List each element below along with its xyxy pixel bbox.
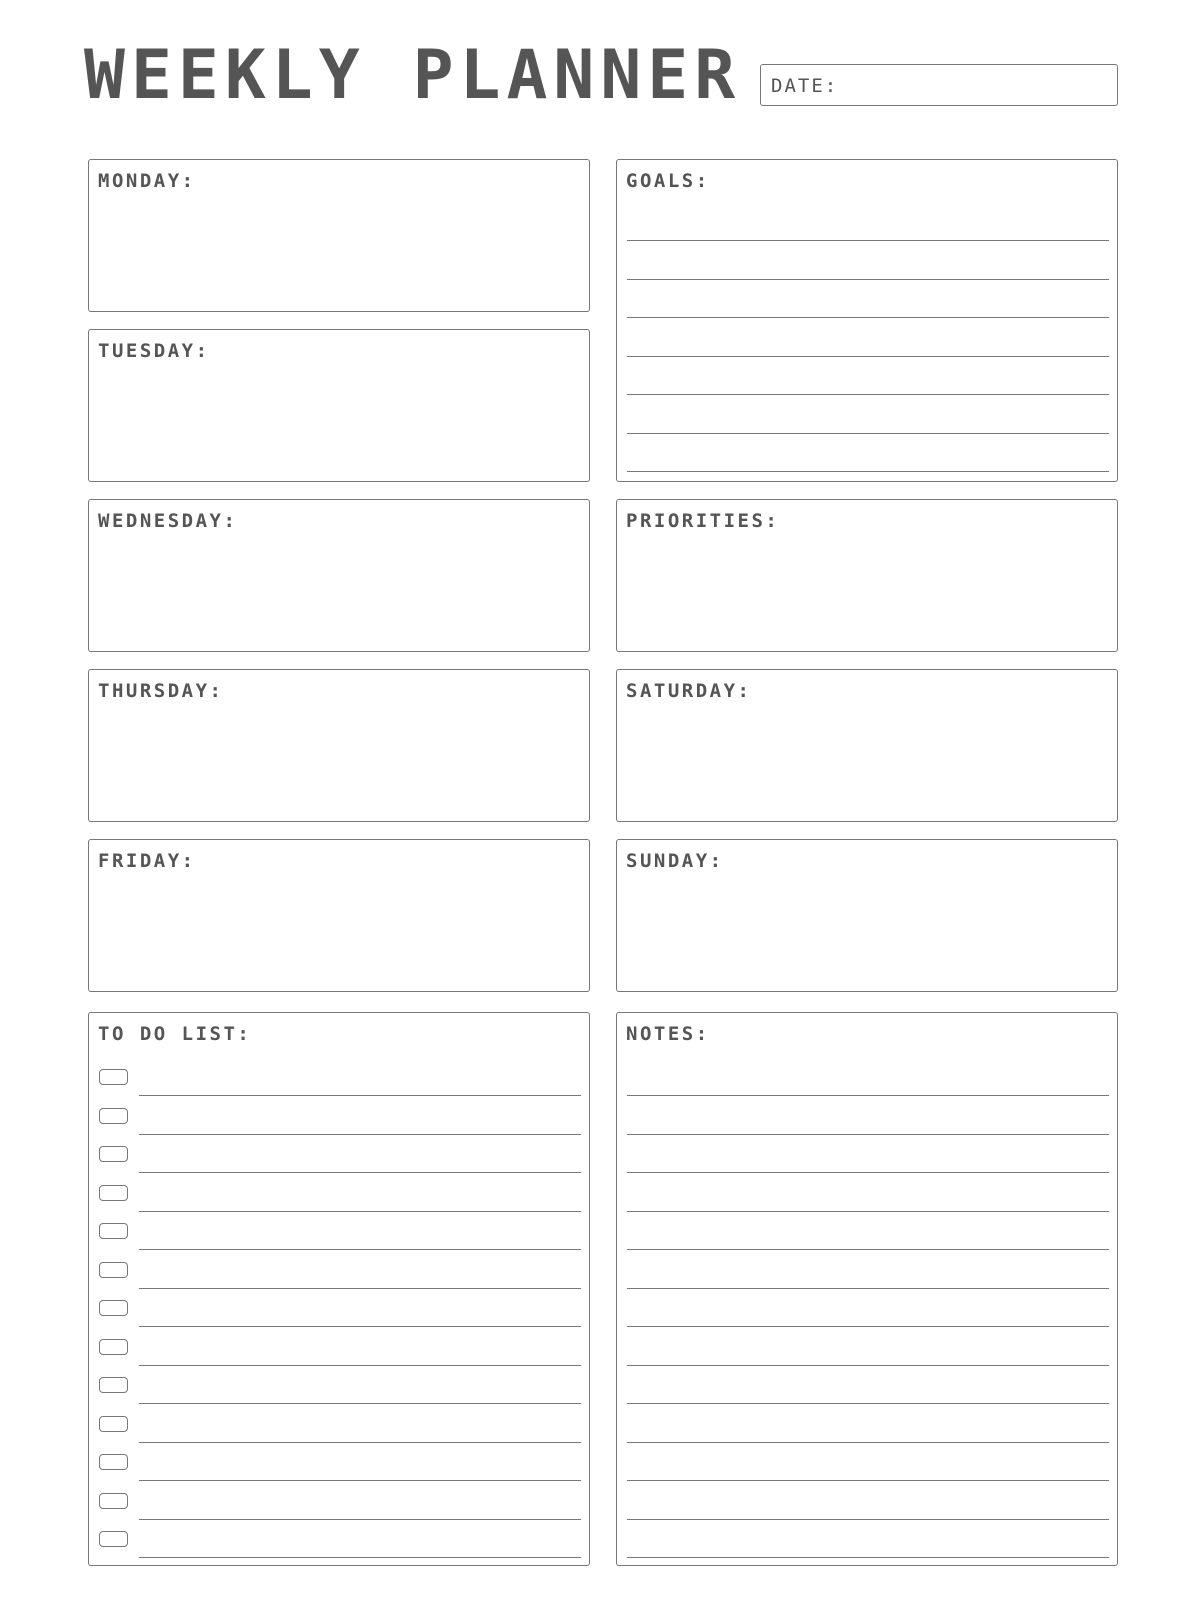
todo-checkbox[interactable] (99, 1262, 128, 1278)
notes-box[interactable] (616, 1012, 1118, 1566)
todo-checkbox[interactable] (99, 1300, 128, 1316)
todo-line[interactable] (139, 1211, 581, 1212)
goals-line[interactable] (627, 240, 1109, 241)
goals-box[interactable] (616, 159, 1118, 482)
todo-label: TO DO LIST: (98, 1023, 252, 1045)
tuesday-box[interactable] (88, 329, 590, 482)
priorities-label: PRIORITIES: (626, 510, 780, 532)
notes-label: NOTES: (626, 1023, 710, 1045)
thursday-label: THURSDAY: (98, 680, 224, 702)
friday-label: FRIDAY: (98, 850, 196, 872)
todo-checkbox[interactable] (99, 1493, 128, 1509)
sunday-box[interactable] (616, 839, 1118, 992)
todo-checkbox[interactable] (99, 1108, 128, 1124)
todo-line[interactable] (139, 1172, 581, 1173)
goals-line[interactable] (627, 433, 1109, 434)
friday-box[interactable] (88, 839, 590, 992)
notes-line[interactable] (627, 1288, 1109, 1289)
todo-checkbox[interactable] (99, 1223, 128, 1239)
todo-line[interactable] (139, 1249, 581, 1250)
wednesday-box[interactable] (88, 499, 590, 652)
todo-checkbox[interactable] (99, 1416, 128, 1432)
todo-checkbox[interactable] (99, 1339, 128, 1355)
saturday-label: SATURDAY: (626, 680, 752, 702)
goals-line[interactable] (627, 356, 1109, 357)
notes-line[interactable] (627, 1326, 1109, 1327)
todo-line[interactable] (139, 1480, 581, 1481)
goals-line[interactable] (627, 317, 1109, 318)
todo-checkbox[interactable] (99, 1185, 128, 1201)
notes-line[interactable] (627, 1249, 1109, 1250)
todo-checkbox[interactable] (99, 1069, 128, 1085)
thursday-box[interactable] (88, 669, 590, 822)
notes-line[interactable] (627, 1403, 1109, 1404)
sunday-label: SUNDAY: (626, 850, 724, 872)
todo-checkbox[interactable] (99, 1531, 128, 1547)
priorities-box[interactable] (616, 499, 1118, 652)
todo-checkbox[interactable] (99, 1377, 128, 1393)
notes-line[interactable] (627, 1519, 1109, 1520)
saturday-box[interactable] (616, 669, 1118, 822)
page-title: WEEKLY PLANNER (84, 36, 742, 115)
notes-line[interactable] (627, 1442, 1109, 1443)
goals-line[interactable] (627, 471, 1109, 472)
todo-line[interactable] (139, 1519, 581, 1520)
notes-line[interactable] (627, 1095, 1109, 1096)
notes-line[interactable] (627, 1557, 1109, 1558)
notes-line[interactable] (627, 1480, 1109, 1481)
todo-line[interactable] (139, 1557, 581, 1558)
monday-label: MONDAY: (98, 170, 196, 192)
date-label: DATE: (771, 75, 839, 97)
tuesday-label: TUESDAY: (98, 340, 210, 362)
notes-line[interactable] (627, 1211, 1109, 1212)
notes-line[interactable] (627, 1365, 1109, 1366)
todo-line[interactable] (139, 1288, 581, 1289)
todo-line[interactable] (139, 1095, 581, 1096)
notes-line[interactable] (627, 1134, 1109, 1135)
wednesday-label: WEDNESDAY: (98, 510, 238, 532)
todo-line[interactable] (139, 1326, 581, 1327)
goals-line[interactable] (627, 394, 1109, 395)
todo-line[interactable] (139, 1403, 581, 1404)
goals-line[interactable] (627, 279, 1109, 280)
todo-box (88, 1012, 590, 1566)
todo-checkbox[interactable] (99, 1146, 128, 1162)
todo-line[interactable] (139, 1365, 581, 1366)
notes-line[interactable] (627, 1172, 1109, 1173)
date-field[interactable] (760, 64, 1118, 106)
todo-checkbox[interactable] (99, 1454, 128, 1470)
monday-box[interactable] (88, 159, 590, 312)
goals-label: GOALS: (626, 170, 710, 192)
todo-line[interactable] (139, 1442, 581, 1443)
todo-line[interactable] (139, 1134, 581, 1135)
